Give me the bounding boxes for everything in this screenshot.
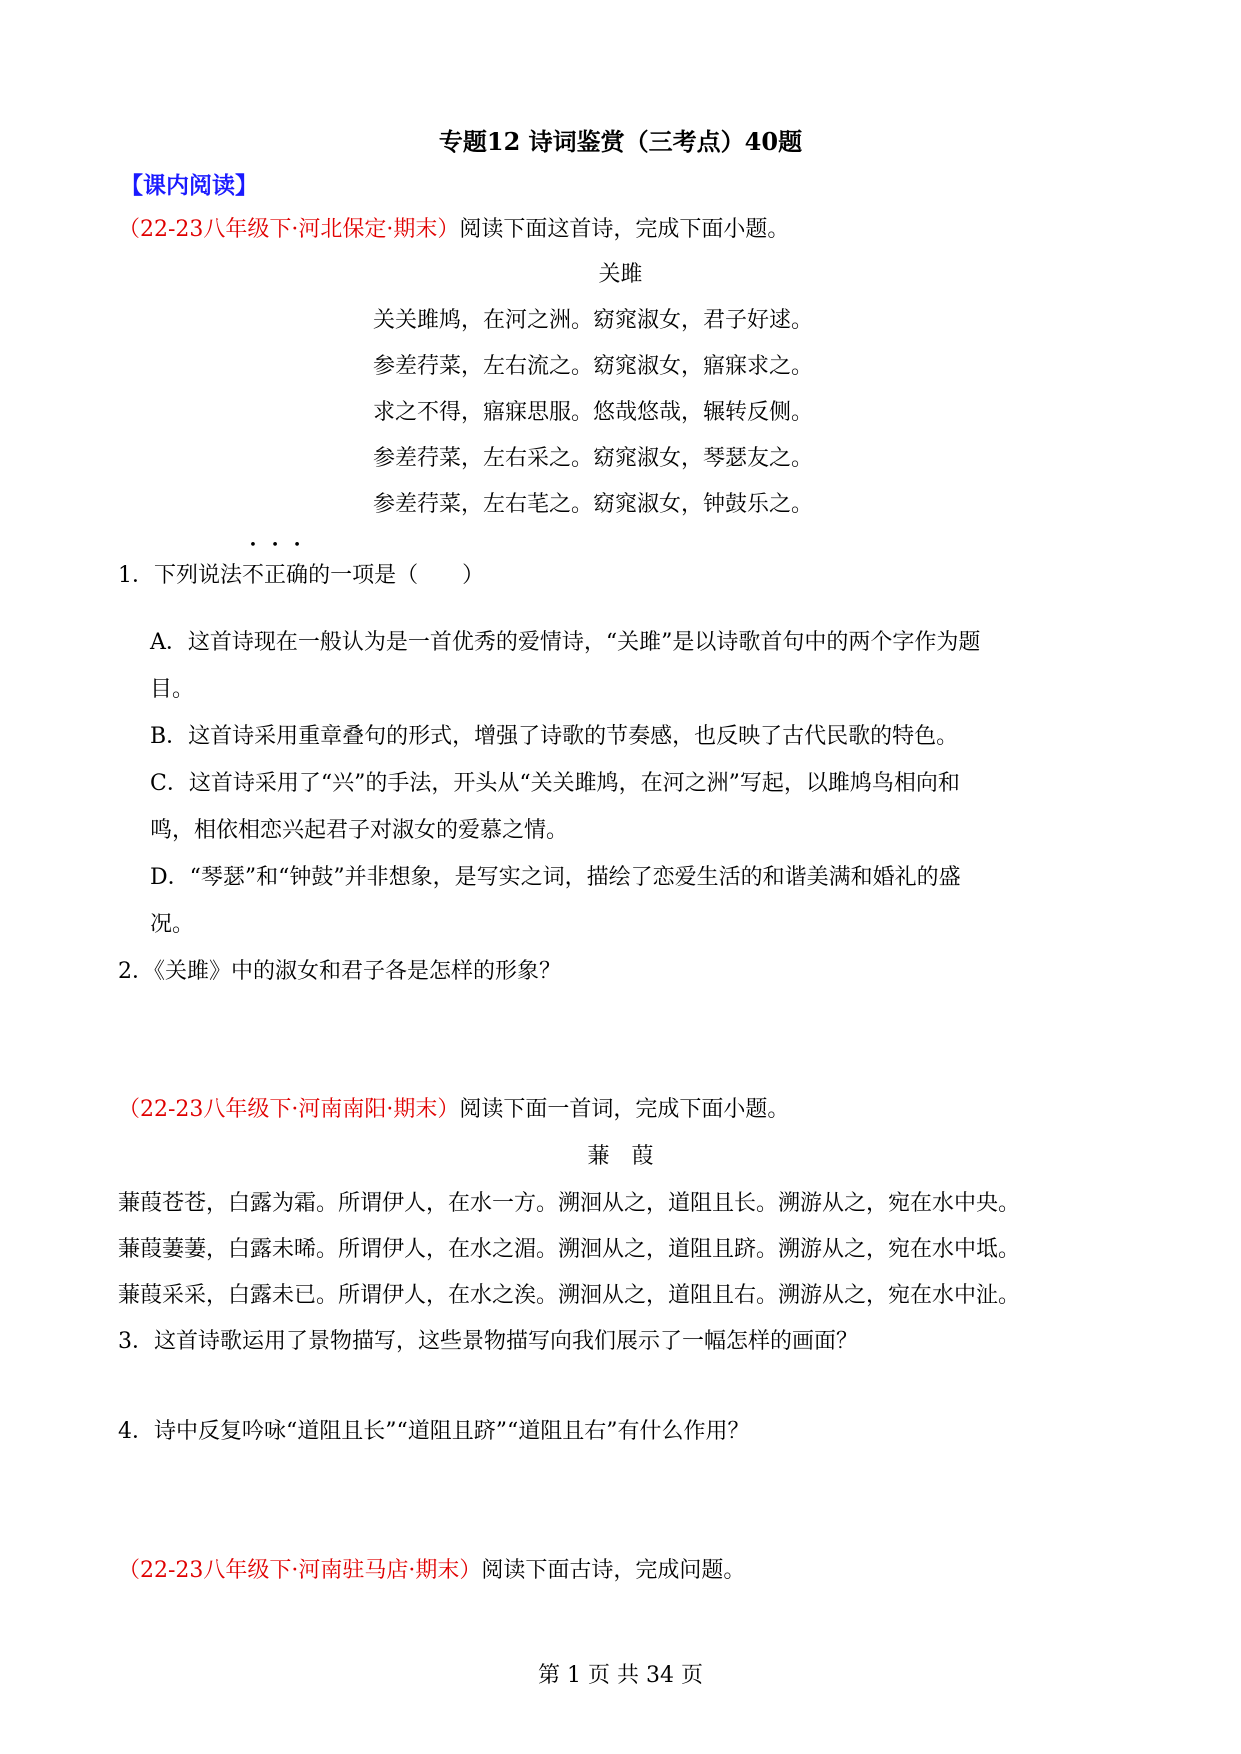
page-footer: 第 1 页 共 34 页 <box>538 1663 703 1688</box>
question-4: 4．诗中反复吟咏“道阻且长”“道阻且跻”“道阻且右”有什么作用？ <box>118 1419 750 1444</box>
option-a-cont: 目。 <box>150 677 195 702</box>
passage2-intro: 阅读下面一首词，完成下面小题。 <box>459 1097 790 1122</box>
poem2-line: 蒹葭萋萋，白露未晞。所谓伊人，在水之湄。溯洄从之，道阻且跻。溯游从之，宛在水中坻。 <box>118 1237 1021 1262</box>
passage2-header <box>118 1092 789 1123</box>
section-heading: 【课内阅读】 <box>120 172 258 199</box>
option-d: D．“琴瑟”和“钟鼓”并非想象，是写实之词，描绘了恋爱生活的和谐美满和婚礼的盛 <box>150 865 961 890</box>
question-2: 2．《关雎》中的淑女和君子各是怎样的形象？ <box>118 959 561 984</box>
poem2-line: 蒹葭苍苍，白露为霜。所谓伊人，在水一方。溯洄从之，道阻且长。溯游从之，宛在水中央。 <box>118 1191 1021 1216</box>
passage1-header <box>118 212 789 243</box>
option-c: C．这首诗采用了“兴”的手法，开头从“关关雎鸠，在河之洲”写起，以雎鸠鸟相向和 <box>150 771 960 796</box>
question-text: 下列说法 <box>154 563 243 588</box>
option-b: B．这首诗采用重章叠句的形式，增强了诗歌的节奏感，也反映了古代民歌的特色。 <box>150 724 959 749</box>
poem1-line: 关关雎鸠，在河之洲。窈窕淑女，君子好逑。 <box>373 308 814 333</box>
passage2-source: （22-23八年级下·河南南阳·期末） <box>118 1097 460 1122</box>
question-text: 的一项是（ ） <box>308 563 485 588</box>
option-c-cont: 鸣，相依相恋兴起君子对淑女的爱慕之情。 <box>150 818 569 843</box>
option-a: A．这首诗现在一般认为是一首优秀的爱情诗，“关雎”是以诗歌首句中的两个字作为题 <box>150 630 981 655</box>
passage1-source: （22-23八年级下·河北保定·期末） <box>118 217 460 242</box>
emphasis-char: 正 <box>264 563 287 588</box>
passage3-intro: 阅读下面古诗，完成问题。 <box>481 1558 746 1583</box>
passage2-poem-title: 蒹 葭 <box>587 1144 654 1169</box>
question-1 <box>118 558 484 589</box>
passage1-intro: 阅读下面这首诗，完成下面小题。 <box>459 217 790 242</box>
question-3: 3．这首诗歌运用了景物描写，这些景物描写向我们展示了一幅怎样的画面？ <box>118 1329 858 1354</box>
poem1-line: 参差荇菜，左右流之。窈窕淑女，寤寐求之。 <box>373 354 814 379</box>
poem1-line: 参差荇菜，左右芼之。窈窕淑女，钟鼓乐之。 <box>373 492 814 517</box>
option-d-cont: 况。 <box>150 912 195 937</box>
poem1-line: 参差荇菜，左右采之。窈窕淑女，琴瑟友之。 <box>373 446 814 471</box>
poem1-line: 求之不得，寤寐思服。悠哉悠哉，辗转反侧。 <box>373 400 814 425</box>
emphasis-char: 确 <box>286 563 309 588</box>
passage3-source: （22-23八年级下·河南驻马店·期末） <box>118 1558 482 1583</box>
poem2-line: 蒹葭采采，白露未已。所谓伊人，在水之涘。溯洄从之，道阻且右。溯游从之，宛在水中沚。 <box>118 1283 1021 1308</box>
passage1-poem-title: 关雎 <box>598 262 643 287</box>
emphasis-char: 不 <box>242 563 265 588</box>
page-title: 专题12 诗词鉴赏（三考点）40题 <box>438 127 803 156</box>
question-number: 1． <box>118 563 154 588</box>
passage3-header <box>118 1553 745 1584</box>
